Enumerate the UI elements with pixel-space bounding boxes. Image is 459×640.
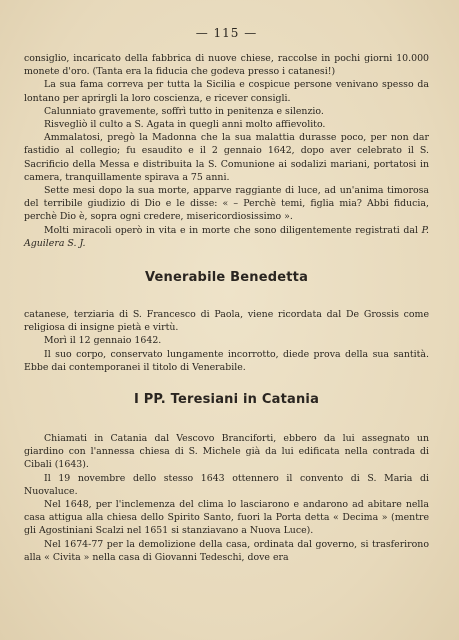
paragraph-final: [24, 224, 429, 250]
paragraph: Sette mesi dopo la sua morte, apparve raggiante di luce, ad un'anima timorosa del terribile giudizio di Dio e le disse: « – Perchè temi, figlia mia? Abbi fiducia, perchè Dio è, sopra ogni credere, misericordiosissimo ».: [24, 185, 429, 223]
author-reference: P. Aguilera S. J.: [24, 224, 429, 249]
paragraph-text: Molti miracoli operò in vita e in morte che sono diligentemente registrati dal: [44, 224, 418, 236]
section-intro-text: [24, 52, 429, 250]
paragraph: Nel 1674-77 per la demolizione della casa, ordinata dal governo, si trasferirono alla « Civita » nella casa di Giovanni Tedeschi, dove era: [24, 538, 429, 563]
paragraph: consiglio, incaricato della fabbrica di nuove chiese, raccolse in pochi giorni 10.000 monete d'oro. (Tanta era la fiducia che godeva presso i catanesi!): [24, 53, 429, 78]
paragraph: Calunniato gravemente, soffrì tutto in penitenza e silenzio.: [44, 105, 324, 117]
paragraph: Chiamati in Catania dal Vescovo Branciforti, ebbero da lui assegnato un giardino con l'annessa chiesa di S. Michele già da lui edificata nella contrada di Cibali (1643).: [24, 433, 429, 471]
section-teresiani-text: [24, 432, 429, 564]
page-number: — 115 —: [195, 26, 258, 40]
paragraph: Nel 1648, per l'inclemenza del clima lo lasciarono e andarono ad abitare nella casa attigua alla chiesa dello Spirito Santo, fuori la Porta detta « Decima » (mentre gli Agostiniani Scalzi nel 1651 si stanziavano a Nuova Luce).: [24, 499, 429, 537]
section-benedetta-text: [24, 308, 429, 374]
paragraph: Morì il 12 gennaio 1642.: [44, 335, 162, 347]
section-heading-benedetta: Venerabile Benedetta: [144, 270, 309, 286]
paragraph: Risvegliò il culto a S. Agata in quegli anni molto affievolito.: [44, 119, 326, 131]
section-heading-teresiani: I PP. Teresiani in Catania: [133, 392, 320, 408]
paragraph: catanese, terziaria di S. Francesco di Paola, viene ricordata dal De Grossis come religiosa di insigne pietà e virtù.: [24, 309, 429, 334]
paragraph: Ammalatosi, pregò la Madonna che la sua malattia durasse poco, per non dar fastidio al collegio; fu esaudito e il 2 gennaio 1642, dopo aver celebrato il S. Sacrificio della Messa e distribuita la S. Comunione ai sodalizi mariani, portatosi in camera, tranquillamente spirava a 75 anni.: [24, 132, 429, 183]
paragraph: Il suo corpo, conservato lungamente incorrotto, diede prova della sua santità. Ebbe dai contemporanei il titolo di Venerabile.: [24, 348, 429, 373]
paragraph: La sua fama correva per tutta la Sicilia e cospicue persone venivano spesso da lontano per aprirgli la loro coscienza, e ricever consigli.: [24, 79, 429, 104]
paragraph: Il 19 novembre dello stesso 1643 ottennero il convento di S. Maria di Nuovaluce.: [24, 472, 429, 497]
